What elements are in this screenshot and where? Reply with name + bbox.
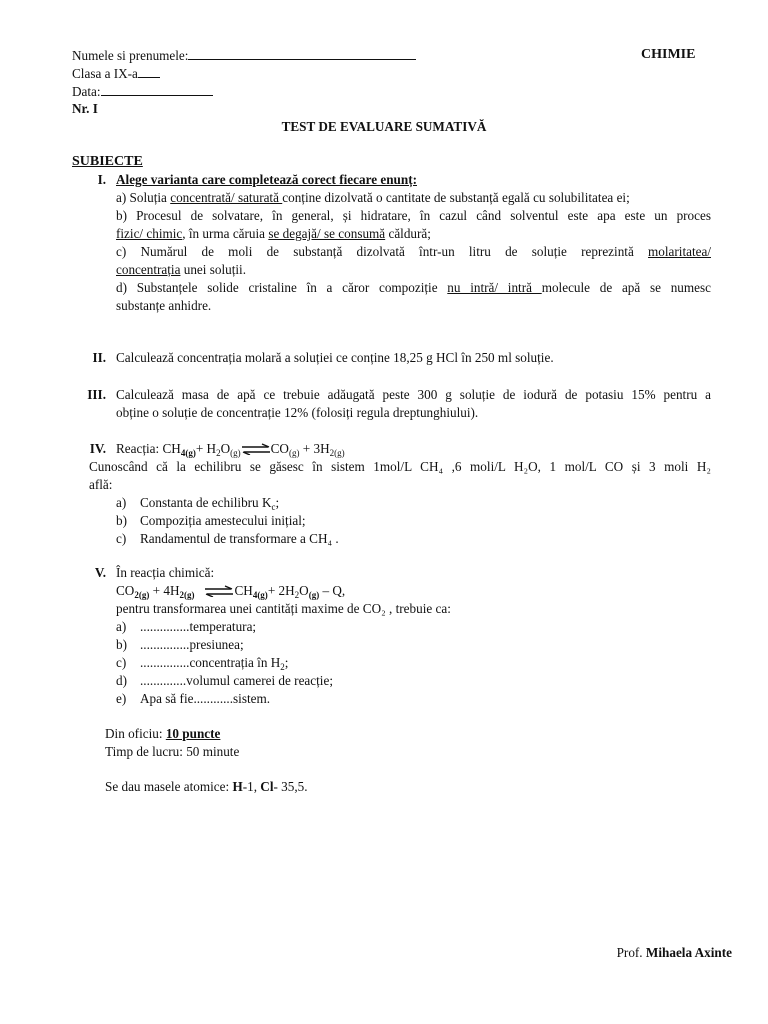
name-line (72, 46, 416, 65)
q4-eq-h2o-sub: 2 (216, 448, 221, 458)
q1-c-text: c) Numărul de moli de substanță dizolvată într-un litru de soluție reprezintă (116, 244, 649, 259)
q5-eq-h2o: + 2H (267, 583, 295, 598)
q5-eq-h2o-sub: 2 (294, 590, 300, 600)
q1-b-text-3: căldură; (385, 226, 431, 241)
q1-option-d (116, 279, 711, 315)
work-time: Timp de lucru: 50 minute (105, 744, 240, 759)
q5-item-c-label: c) (116, 655, 127, 670)
q5-number: V. (94, 565, 106, 580)
q1-c-text-2: unei soluții. (180, 262, 247, 277)
q1-b-text: b) Procesul de solvatare, în general, și hidratare, în cazul când solventul este apa este un proces (116, 208, 711, 223)
name-blank[interactable] (188, 46, 416, 60)
test-title: TEST DE EVALUARE SUMATIVĂ (281, 119, 487, 134)
q4-item-b-text: Compoziția amestecului inițial; (140, 513, 306, 528)
atomic-masses (105, 778, 308, 796)
equilibrium-arrow-icon (204, 585, 234, 597)
q5-item-d-text: ..............volumul camerei de reacție; (140, 673, 333, 688)
q4-eq-ch4: CH (162, 441, 181, 456)
masses-label: Se dau masele atomice: (105, 779, 233, 794)
q5-item-a-label: a) (116, 619, 127, 634)
q1-number: I. (97, 172, 106, 187)
q5-eq-co2: CO (116, 583, 135, 598)
q1-option-c (116, 243, 711, 279)
mass-cl-symbol: Cl (260, 779, 274, 794)
q5-item-a-text: ...............temperatura; (140, 619, 257, 634)
prof-label: Prof. (616, 945, 646, 960)
q5-item-e-text: Apa să fie............sistem. (140, 691, 271, 706)
prof-name: Mihaela Axinte (645, 945, 732, 960)
q5-eq-h2: + 4H (149, 583, 180, 598)
q2-text: Calculează concentrația molară a soluției ce conține 18,25 g HCl în 250 ml soluție. (116, 350, 554, 365)
q1-d-text-3: substanțe anhidre. (116, 298, 212, 313)
q4-item-a-text: Constanta de echilibru K (140, 495, 272, 510)
mass-h-symbol: H (232, 779, 243, 794)
q4-eq-ch4-sub: 4(g) (180, 448, 196, 458)
q5-item-b (116, 636, 244, 654)
q5-item-c-text: ...............concentrația în H (140, 655, 281, 670)
q5-item-e (116, 690, 271, 708)
q5-eq-ch4: CH (234, 583, 253, 598)
q4-line-2: află: (89, 477, 113, 492)
class-label: Clasa a IX-a (72, 66, 138, 81)
q1-a-text: a) Soluția (116, 190, 171, 205)
q5-line: pentru transformarea unei cantități maxime de CO₂ , trebuie ca: (116, 601, 451, 616)
section-title: SUBIECTE (72, 154, 143, 169)
oficiu-line (105, 725, 220, 743)
q5-item-c (116, 654, 289, 672)
q5-eq-tail: – Q, (319, 583, 346, 598)
q4-item-a (116, 494, 280, 512)
date-blank[interactable] (101, 82, 213, 96)
q5-item-c-tail: ; (284, 655, 289, 670)
q4-item-c-text: Randamentul de transformare a CH₄ . (140, 531, 339, 546)
q1-d-choice: nu intră/ intră (447, 280, 542, 295)
q4-eq-o: O (220, 441, 231, 456)
q1-c-choice-1: molaritatea/ (648, 244, 711, 259)
q4-item-c-label: c) (116, 531, 127, 546)
q4-number: IV. (89, 441, 106, 456)
q5-eq-o-sub: (g) (308, 590, 320, 600)
q5-item-b-label: b) (116, 637, 127, 652)
equilibrium-arrow-icon (241, 443, 271, 455)
q4-item-c (116, 530, 339, 548)
q3-text (116, 386, 711, 422)
q4-eq-h2-sub: 2(g) (329, 448, 345, 458)
q4-item-b (116, 512, 306, 530)
q4-reaction (116, 440, 345, 458)
q5-eq-ch4-sub: 4(g) (252, 590, 268, 600)
q5-item-a (116, 618, 257, 636)
q1-title: Alege varianta care completează corect fiecare enunț: (116, 172, 417, 187)
q4-reaction-label: Reacția: (116, 441, 163, 456)
q1-d-text: d) Substanțele solide cristaline în a căror compoziție (116, 280, 448, 295)
q5-item-d-label: d) (116, 673, 127, 688)
q3-number: III. (87, 387, 106, 402)
mass-cl-value: - 35,5. (273, 779, 308, 794)
q3-line-2: obține o soluție de concentrație 12% (folosiți regula dreptunghiului). (116, 405, 479, 420)
q4-eq-co-sub: (g) (288, 448, 300, 458)
q4-line-1: Cunoscând că la echilibru se găsesc în sistem 1mol/L CH₄ ,6 moli/L H₂O, 1 mol/L CO și 3 moli H₂ (89, 459, 711, 474)
q2-number: II. (92, 350, 106, 365)
name-label: Numele si prenumele: (72, 48, 189, 63)
q5-eq-h2-sub: 2(g) (179, 590, 195, 600)
q5-eq-o: O (299, 583, 309, 598)
q1-b-choice-1: fizic/ chimic (116, 226, 183, 241)
teacher-signature (617, 944, 732, 962)
class-line (72, 64, 160, 83)
q4-item-b-label: b) (116, 513, 127, 528)
q5-reaction (116, 582, 345, 600)
date-label: Data: (72, 84, 101, 99)
q3-line-1: Calculează masa de apă ce trebuie adăugată peste 300 g soluție de iodură de potasiu 15% pentru a (116, 387, 711, 402)
q5-item-d (116, 672, 333, 690)
oficiu-label: Din oficiu: (105, 726, 166, 741)
q4-eq-h2: + 3H (299, 441, 330, 456)
test-number: Nr. I (72, 101, 98, 116)
q1-a-text-2: conține dizolvată o cantitate de substanță egală cu solubilitatea ei; (282, 190, 630, 205)
q1-b-choice-2: se degajă/ se consumă (268, 226, 386, 241)
date-line (72, 82, 213, 101)
mass-h-value: -1, (242, 779, 261, 794)
q4-item-a-tail: ; (275, 495, 280, 510)
q5-intro: În reacția chimică: (116, 565, 215, 580)
q1-option-a (116, 189, 711, 207)
q1-a-choice: concentrată/ saturată (170, 190, 283, 205)
q1-c-choice-2: concentrația (116, 262, 181, 277)
q5-item-e-label: e) (116, 691, 127, 706)
q1-b-text-2: , în urma căruia (182, 226, 269, 241)
q4-statement (89, 458, 711, 494)
q4-item-a-label: a) (116, 495, 127, 510)
class-blank[interactable] (138, 64, 160, 78)
q5-item-b-text: ...............presiunea; (140, 637, 244, 652)
q5-eq-co2-sub: 2(g) (134, 590, 150, 600)
q1-d-text-2: molecule de apă se numesc (541, 280, 711, 295)
q4-eq-co: CO (270, 441, 289, 456)
q4-item-a-sub: c (271, 502, 276, 512)
q4-eq-o-sub: (g) (230, 448, 241, 458)
oficiu-value: 10 puncte (165, 726, 221, 741)
q4-eq-h2o: + H (195, 441, 217, 456)
q1-option-b (116, 207, 711, 243)
q5-item-c-sub: 2 (280, 662, 285, 672)
subject-title: CHIMIE (641, 47, 696, 62)
